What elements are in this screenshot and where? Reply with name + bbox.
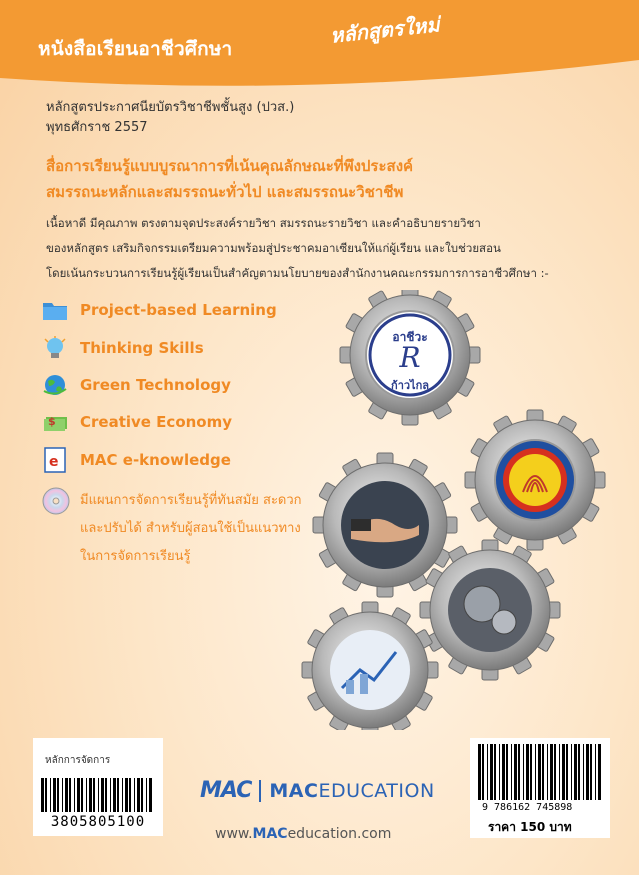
- description-line-3: โดยเน้นกระบวนการเรียนรู้ผู้เรียนเป็นสำคัญตามนโยบายของสำนักงานคณะกรรมการการอาชีวศึกษา :-: [46, 266, 549, 280]
- feature-label: Creative Economy: [80, 413, 233, 431]
- lightbulb-icon: [42, 336, 68, 360]
- curriculum-line: หลักสูตรประกาศนียบัตรวิชาชีพชั้นสูง (ปวส.): [46, 100, 295, 115]
- feature-label: Green Technology: [80, 376, 231, 394]
- web-suffix: education.com: [287, 826, 392, 842]
- isbn-number: 9 786162 745898: [482, 802, 573, 813]
- badge-letter: R: [399, 341, 421, 374]
- cd-icon: [42, 487, 70, 519]
- web-prefix: www.: [215, 826, 253, 842]
- price-label: ราคา 150 บาท: [488, 820, 572, 834]
- series-title: หนังสือเรียนอาชีวศึกษา: [38, 38, 233, 60]
- feature-label: MAC e-knowledge: [80, 451, 231, 469]
- description-line-2: ของหลักสูตร เสริมกิจกรรมเตรียมความพร้อมสู่ประชาคมอาเซียนให้แก่ผู้เรียน และใบช่วยสอน: [46, 241, 501, 255]
- e-book-icon: [42, 448, 68, 472]
- cd-note-line-1: มีแผนการจัดการเรียนรู้ที่ทันสมัย สะดวก: [80, 493, 302, 508]
- cd-note-line-2: และปรับได้ สำหรับผู้สอนใช้เป็นแนวทาง: [80, 521, 301, 536]
- feature-item: [42, 409, 232, 435]
- brand-name: [269, 780, 434, 802]
- brand-mark: MAC: [200, 778, 252, 803]
- highlight-line-2: สมรรถนะหลักและสมรรถนะทั่วไป และสมรรถนะวิชาชีพ: [46, 183, 404, 201]
- brand-name-rest: EDUCATION: [318, 779, 435, 802]
- left-barcode: [41, 778, 155, 812]
- publisher-brand: [200, 778, 435, 803]
- feature-item: [42, 335, 204, 361]
- isbn-barcode: [478, 744, 602, 800]
- svg-text:$: $: [48, 415, 56, 428]
- gears-illustration: [290, 290, 639, 730]
- feature-label: Project-based Learning: [80, 301, 277, 319]
- web-bold: MAC: [252, 826, 288, 842]
- new-curriculum-tag: หลักสูตรใหม่: [329, 12, 441, 48]
- curriculum-year: พุทธศักราช 2557: [46, 120, 148, 135]
- gear-asean: [465, 410, 605, 550]
- svg-text:e: e: [49, 454, 59, 470]
- badge-bottom-text: ก้าวไกล: [391, 379, 429, 392]
- badge-top-text: อาชีวะ: [392, 330, 428, 344]
- category-label: หลักการจัดการ: [45, 755, 111, 766]
- brand-divider: [259, 780, 261, 802]
- brand-name-bold: MAC: [269, 779, 319, 802]
- website-link[interactable]: [215, 826, 391, 842]
- gear-charts: [302, 602, 438, 730]
- cd-note-line-3: ในการจัดการเรียนรู้: [80, 549, 191, 564]
- feature-item: [42, 297, 277, 323]
- description-line-1: เนื้อหาดี มีคุณภาพ ตรงตามจุดประสงค์รายวิชา สมรรถนะรายวิชา และคำอธิบายรายวิชา: [46, 216, 481, 230]
- feature-item: [42, 447, 231, 473]
- folder-icon: [42, 298, 68, 322]
- isbn-card: [470, 738, 610, 838]
- feature-item: [42, 372, 231, 398]
- globe-icon: [42, 373, 68, 397]
- left-barcode-number: 3805805100: [50, 814, 146, 830]
- feature-label: Thinking Skills: [80, 339, 204, 357]
- highlight-line-1: สื่อการเรียนรู้แบบบูรณาการที่เน้นคุณลักษณะที่พึงประสงค์: [46, 157, 414, 175]
- money-icon: [42, 410, 68, 434]
- gear-badge: [340, 290, 480, 425]
- category-card: [33, 738, 163, 836]
